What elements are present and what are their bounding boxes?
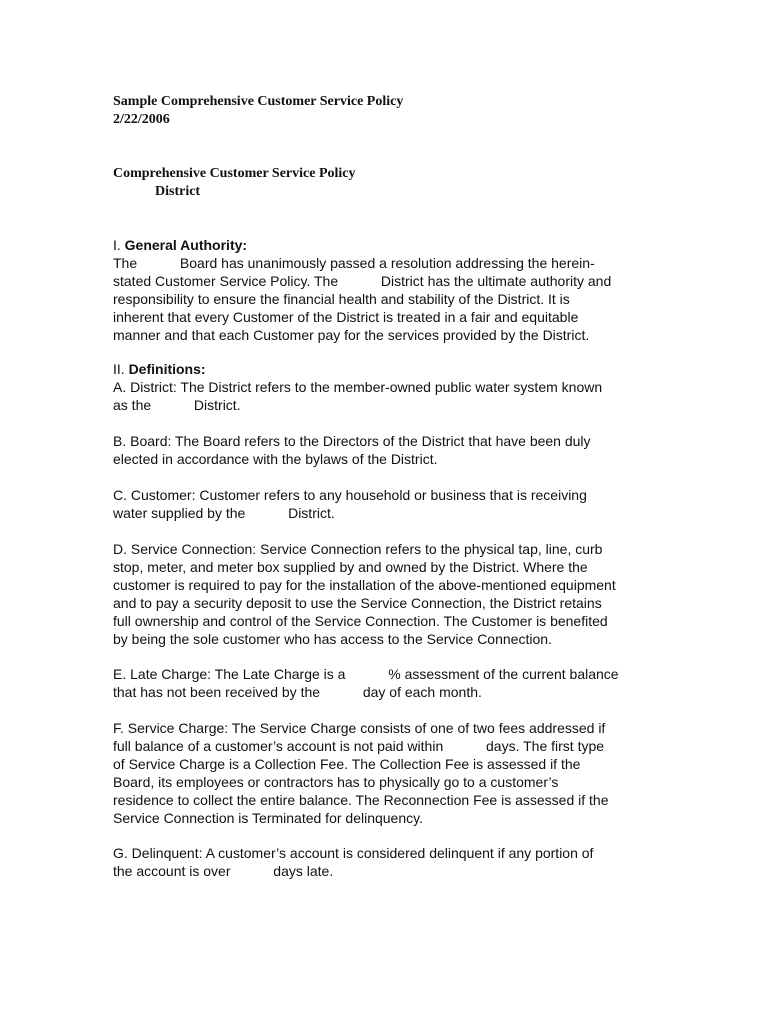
definition-b-line: B. Board: The Board refers to the Directors of the District that have been duly bbox=[113, 433, 591, 449]
policy-heading bbox=[113, 165, 658, 201]
section-heading bbox=[113, 360, 658, 378]
section-numeral: II. bbox=[113, 361, 125, 377]
definition-d-line: customer is required to pay for the installation of the above-mentioned equipment bbox=[113, 577, 616, 593]
paragraph-line: responsibility to ensure the financial health and stability of the District. It is bbox=[113, 291, 570, 307]
section-title: Definitions: bbox=[128, 361, 206, 377]
section-heading bbox=[113, 236, 658, 254]
definition-f-line: full balance of a customer’s account is not paid within days. The first type bbox=[113, 738, 605, 754]
definition-d-line: and to pay a security deposit to use the Service Connection, the District retains bbox=[113, 595, 602, 611]
definition-f-line: Board, its employees or contractors has to physically go to a customer’s bbox=[113, 774, 559, 790]
definition-b-line: elected in accordance with the bylaws of the District. bbox=[113, 451, 438, 467]
definition-e-line: that has not been received by the day of each month. bbox=[113, 684, 482, 700]
definition-a-line: A. District: The District refers to the member-owned public water system known bbox=[113, 379, 603, 395]
definition-d bbox=[113, 540, 658, 648]
paragraph-line: stated Customer Service Policy. The District has the ultimate authority and bbox=[113, 273, 612, 289]
definition-c bbox=[113, 486, 658, 522]
definition-a-line: as the District. bbox=[113, 397, 241, 413]
definition-c-line: water supplied by the District. bbox=[113, 505, 335, 521]
section-numeral: I. bbox=[113, 237, 121, 253]
definition-d-line: stop, meter, and meter box supplied by and owned by the District. Where the bbox=[113, 559, 588, 575]
definition-f-line: residence to collect the entire balance. The Reconnection Fee is assessed if the bbox=[113, 792, 609, 808]
definition-d-line: D. Service Connection: Service Connection refers to the physical tap, line, curb bbox=[113, 541, 603, 557]
definition-d-line: by being the sole customer who has access to the Service Connection. bbox=[113, 631, 552, 647]
policy-subtitle: District bbox=[155, 184, 201, 199]
paragraph-line: The Board has unanimously passed a resolution addressing the herein- bbox=[113, 255, 595, 271]
definition-f bbox=[113, 719, 658, 827]
paragraph-line: inherent that every Customer of the District is treated in a fair and equitable bbox=[113, 309, 579, 325]
document-header bbox=[113, 93, 658, 129]
document-title: Sample Comprehensive Customer Service Policy bbox=[113, 94, 404, 109]
definition-f-line: Service Connection is Terminated for delinquency. bbox=[113, 810, 423, 826]
definition-g-line: the account is over days late. bbox=[113, 863, 334, 879]
definition-b bbox=[113, 432, 658, 468]
definition-d-line: full ownership and control of the Service Connection. The Customer is benefited bbox=[113, 613, 608, 629]
definition-f-line: F. Service Charge: The Service Charge consists of one of two fees addressed if bbox=[113, 720, 606, 736]
paragraph-line: manner and that each Customer pay for the services provided by the District. bbox=[113, 327, 590, 343]
definition-g bbox=[113, 844, 658, 880]
definition-e bbox=[113, 665, 658, 701]
definition-e-line: E. Late Charge: The Late Charge is a % assessment of the current balance bbox=[113, 666, 619, 682]
section-general-authority bbox=[113, 236, 658, 344]
definition-c-line: C. Customer: Customer refers to any household or business that is receiving bbox=[113, 487, 587, 503]
policy-title: Comprehensive Customer Service Policy bbox=[113, 166, 356, 181]
document-date: 2/22/2006 bbox=[113, 112, 170, 127]
definition-f-line: of Service Charge is a Collection Fee. The Collection Fee is assessed if the bbox=[113, 756, 581, 772]
definition-g-line: G. Delinquent: A customer’s account is considered delinquent if any portion of bbox=[113, 845, 594, 861]
section-title: General Authority: bbox=[124, 237, 248, 253]
section-definitions bbox=[113, 360, 658, 414]
